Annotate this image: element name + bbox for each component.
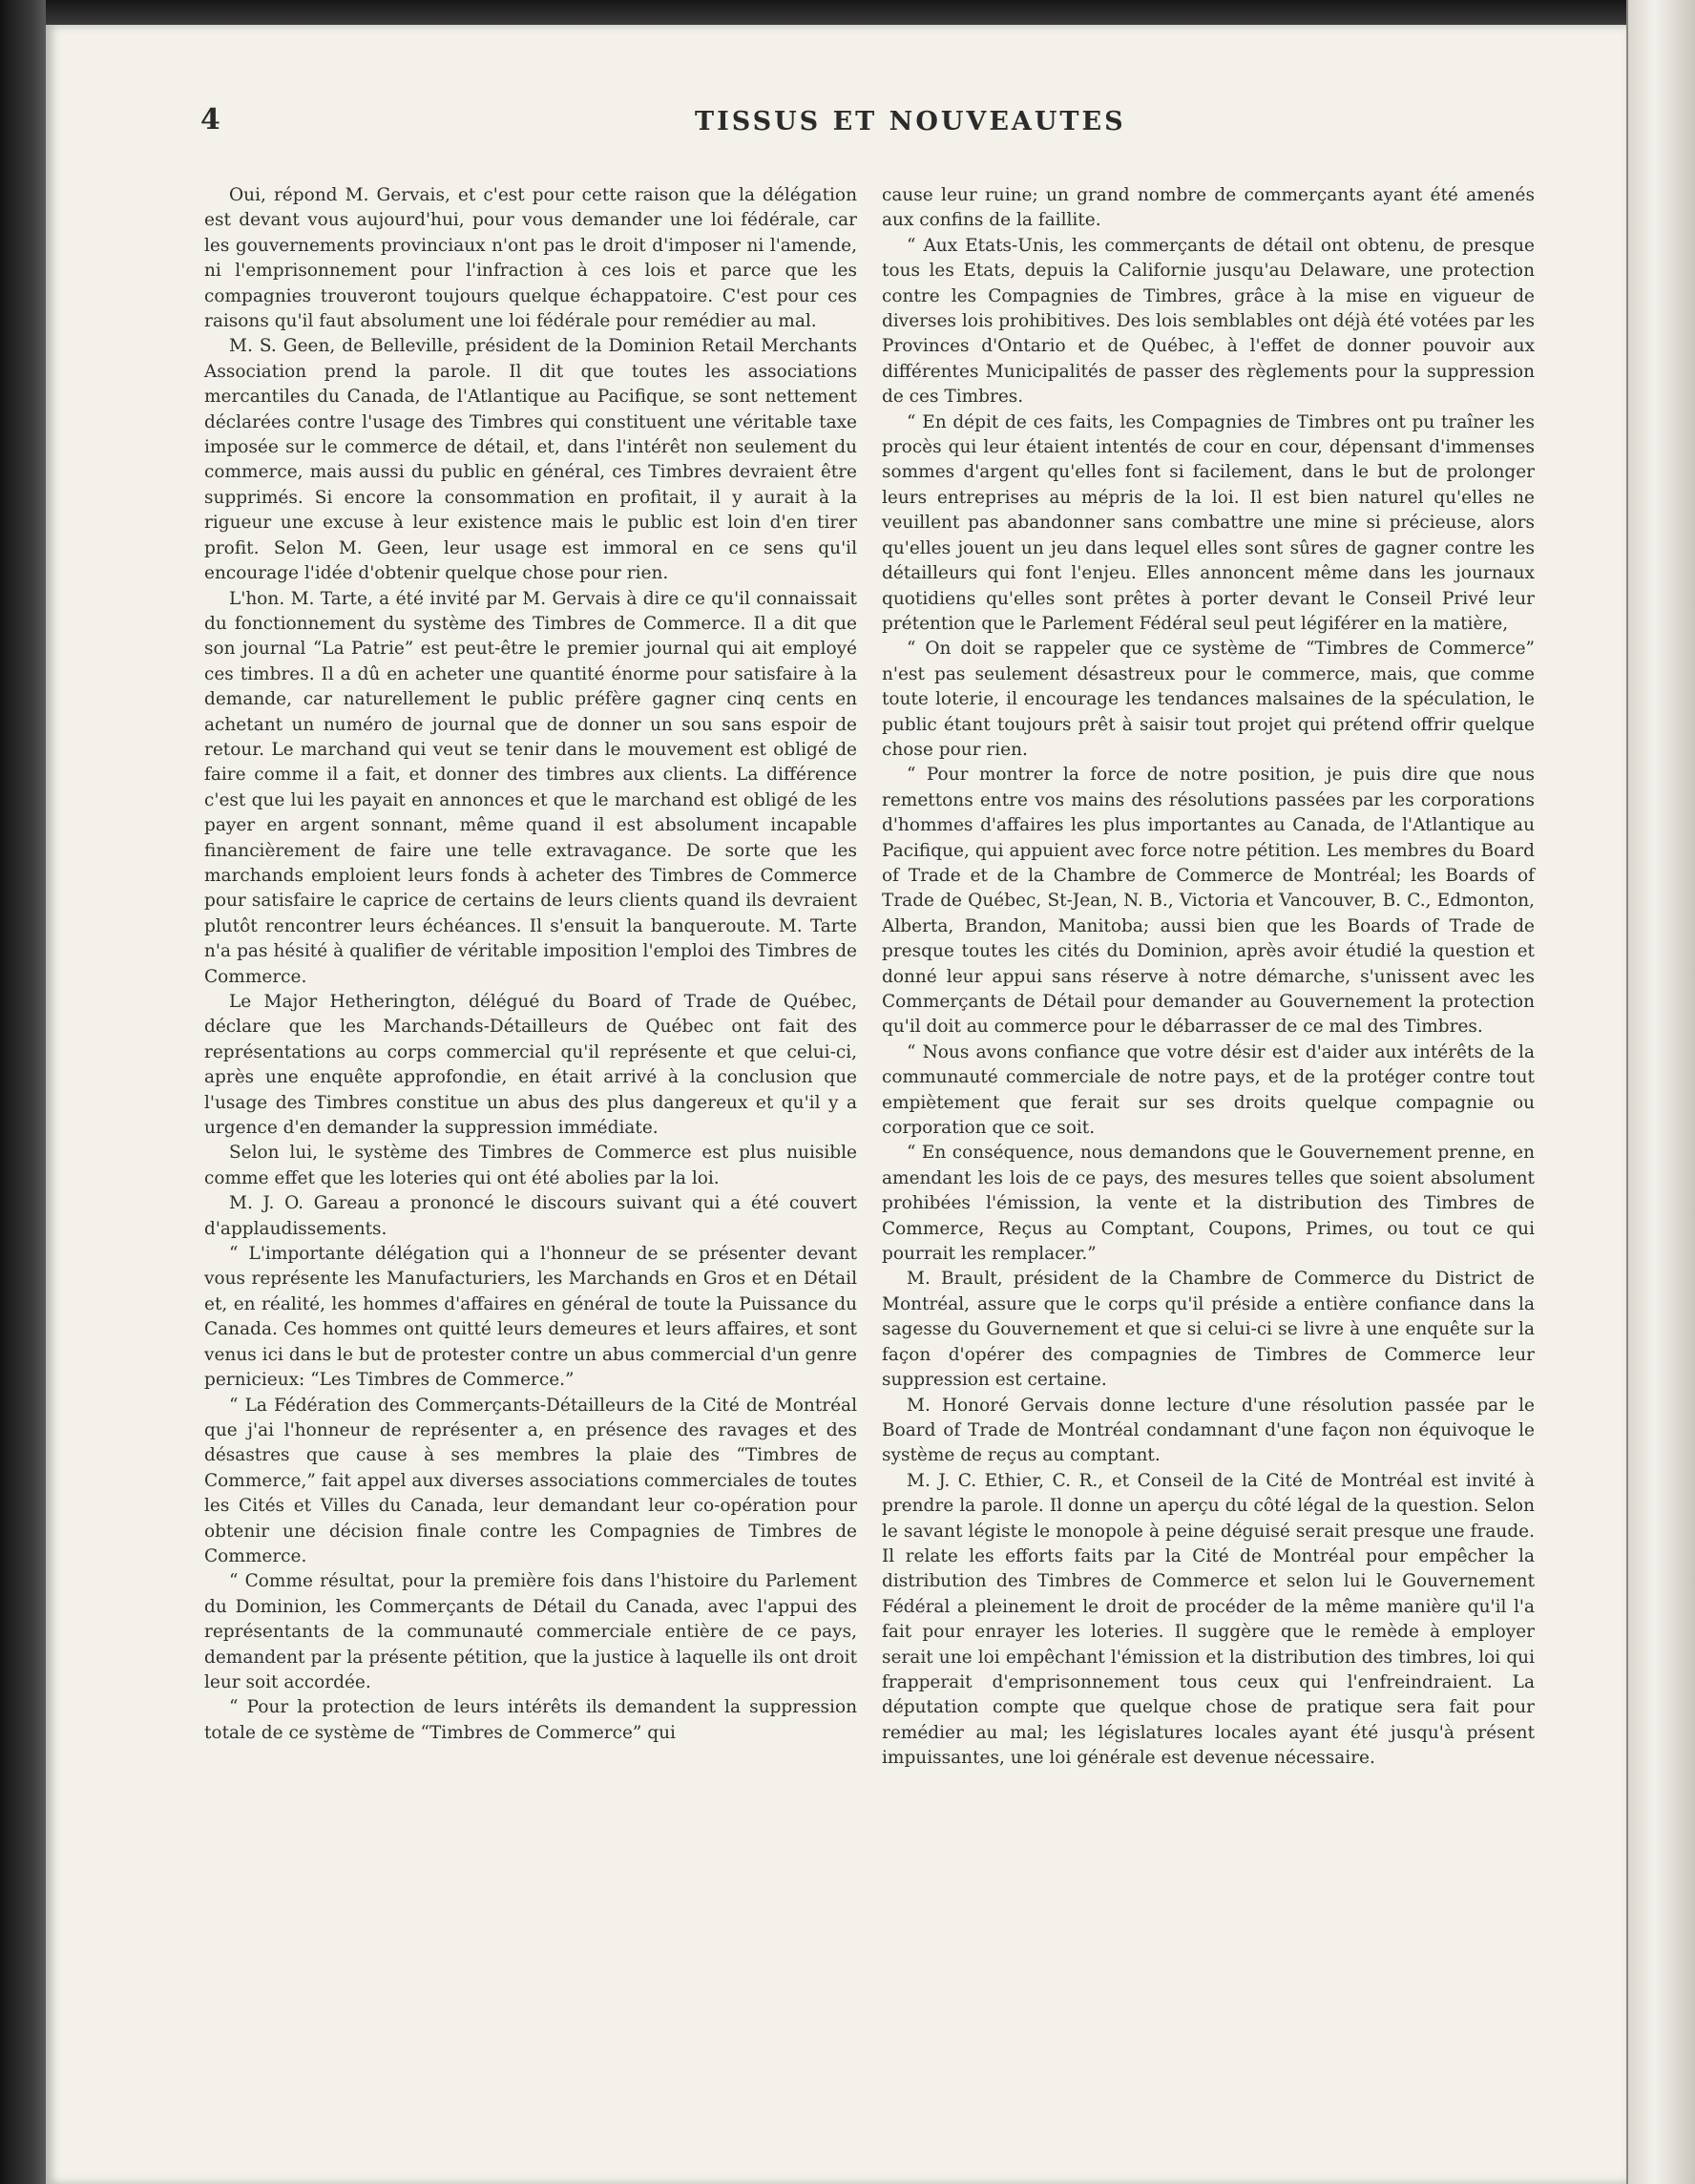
book-spine-shadow <box>0 0 46 2184</box>
paragraph: “ Pour montrer la force de notre position, je puis dire que nous remettons entre vos mains des résolutions passées par les corporations d'hommes d'affaires les plus importantes au Canada, de l'Atlantique au Pacifique, qui appuient avec force notre pétition. Les membres du Board of Trade et de la Chambre de Commerce de Montréal; les Boards of Trade de Québec, St-Jean, N. B., Victoria et Vancouver, B. C., Edmonton, Alberta, Brandon, Manitoba; aussi bien que les Boards of Trade de presque toutes les cités du Dominion, après avoir étudié la question et donné leur appui sans réserve à notre démarche, s'unissent avec les Commerçants de Détail pour demander au Gouvernement la protection qu'il doit au commerce pour le débarrasser de ce mal des Timbres. <box>882 765 1535 1038</box>
right-column <box>882 183 1535 1772</box>
scanner-frame-top <box>0 0 1695 25</box>
paragraph: M. Brault, président de la Chambre de Commerce du District de Montréal, assure que le corps qu'il préside a entière confiance dans la sagesse du Gouvernement et que si celui-ci se livre à une enquête sur la façon d'opérer des compagnies de Timbres de Commerce leur suppression est certaine. <box>882 1269 1535 1391</box>
page-edge-stack <box>1626 0 1695 2184</box>
paragraph: “ Aux Etats-Unis, les commerçants de détail ont obtenu, de presque tous les Etats, depuis la Californie jusqu'au Delaware, une protection contre les Compagnies de Timbres, grâce à la mise en vigueur de diverses lois prohibitives. Des lois semblables ont déjà été votées par les Provinces d'Ontario et de Québec, à l'effet de donner pouvoir aux différentes Municipalités de passer des règlements pour la suppression de ces Timbres. <box>882 235 1535 408</box>
paragraph: M. J. O. Gareau a prononcé le discours suivant qui a été couvert d'applaudissements. <box>204 1193 857 1239</box>
left-column <box>204 183 857 1746</box>
paragraph: Oui, répond M. Gervais, et c'est pour cette raison que la délégation est devant vous aujourd'hui, pour vous demander une loi fédérale, car les gouvernements provinciaux n'ont pas le droit d'imposer ni l'amende, ni l'emprisonnement pour l'infraction à ces lois et parce que les compagnies trouveront toujours quelque échappatoire. C'est pour ces raisons qu'il faut absolument une loi fédérale pour remédier au mal. <box>204 185 857 332</box>
paragraph-continuation: cause leur ruine; un grand nombre de commerçants ayant été amenés aux confins de la faillite. <box>882 185 1535 231</box>
paragraph: “ Comme résultat, pour la première fois dans l'histoire du Parlement du Dominion, les Commerçants de Détail du Canada, avec l'appui des représentants de la communauté commerciale entière de ce pays, demandent par la présente pétition, que la justice à laquelle ils ont droit leur soit accordée. <box>204 1571 857 1692</box>
paragraph: M. S. Geen, de Belleville, président de la Dominion Retail Merchants Association prend la parole. Il dit que toutes les associations mercantiles du Canada, de l'Atlantique au Pacifique, se sont nettement déclarées contre l'usage des Timbres qui constituent une véritable taxe imposée sur le commerce de détail, et, dans l'intérêt non seulement du commerce, mais aussi du public en général, ces Timbres devraient être supprimés. Si encore la consommation en profitait, il y aurait à la rigueur une excuse à leur existence mais le public est loin d'en tirer profit. Selon M. Geen, leur usage est immoral en ce sens qu'il encourage l'idée d'obtenir quelque chose pour rien. <box>204 336 857 584</box>
paragraph: Le Major Hetherington, délégué du Board of Trade de Québec, déclare que les Marchands-Détailleurs de Québec ont fait des représentations au corps commercial qu'il représente et que celui-ci, après une enquête approfondie, en était arrivé à la conclusion que l'usage des Timbres constitue un abus des plus dangereux et qu'il y a urgence d'en demander la suppression immédiate. <box>204 992 857 1139</box>
running-head: TISSUS ET NOUVEAUTES <box>695 107 1126 136</box>
paragraph: “ La Fédération des Commerçants-Détailleurs de la Cité de Montréal que j'ai l'honneur de représenter a, en présence des ravages et des désastres que cause à ses membres la plaie des “Timbres de Commerce,” fait appel aux diverses associations commerciales de toutes les Cités et Villes du Canada, leur demandant leur co-opération pour obtenir une décision finale contre les Compagnies de Timbres de Commerce. <box>204 1395 857 1566</box>
paragraph: “ On doit se rappeler que ce système de “Timbres de Commerce” n'est pas seulement désastreux pour le commerce, mais, que comme toute loterie, il encourage les tendances malsaines de la spéculation, le public étant toujours prêt à saisir tout projet qui prétend offrir quelque chose pour rien. <box>882 639 1535 760</box>
document-page <box>46 25 1626 2184</box>
page-number: 4 <box>200 103 220 136</box>
paragraph: “ En conséquence, nous demandons que le Gouvernement prenne, en amendant les lois de ce pays, des mesures telles que soient absolument prohibées l'émission, la vente et la distribution des Timbres de Commerce, Reçus au Comptant, Coupons, Primes, ou tout ce qui pourrait les remplacer.” <box>882 1143 1535 1265</box>
paragraph: M. J. C. Ethier, C. R., et Conseil de la Cité de Montréal est invité à prendre la parole. Il donne un aperçu du côté légal de la question. Selon le savant légiste le monopole à peine déguisé serait presque une fraude. Il relate les efforts faits par la Cité de Montréal pour empêcher la distribution des Timbres de Commerce et selon lui le Gouvernement Fédéral a pleinement le droit de procéder de la même manière qu'il l'a fait pour enrayer les loteries. Il suggère que le remède à employer serait une loi empêchant l'émission et la distribution des timbres, loi qui frapperait d'emprisonnement tous ceux qui l'enfreindraient. La députation compte que quelque chose de pratique sera fait pour remédier au mal; les législatures locales ayant été jusqu'à présent impuissantes, une loi générale est devenue nécessaire. <box>882 1470 1535 1769</box>
paragraph: L'hon. M. Tarte, a été invité par M. Gervais à dire ce qu'il connaissait du fonctionnement du système des Timbres de Commerce. Il a dit que son journal “La Patrie” est peut-être le premier journal qui ait employé ces timbres. Il a dû en acheter une quantité énorme pour satisfaire à la demande, car naturellement le public préfère gagner cinq cents en achetant un numéro de journal que de donner un sou sans espoir de retour. Le marchand qui veut se tenir dans le mouvement est obligé de faire comme il a fait, et donner des timbres aux clients. La différence c'est que lui les payait en annonces et que le marchand est obligé de les payer en argent sonnant, même quand il est absolument incapable financièrement de faire une telle extravagance. De sorte que les marchands emploient leurs fonds à acheter des Timbres de Commerce pour satisfaire le caprice de certains de leurs clients quand ils devraient plutôt rencontrer leurs échéances. Il s'ensuit la banqueroute. M. Tarte n'a pas hésité à qualifier de véritable imposition l'emploi des Timbres de Commerce. <box>204 588 857 987</box>
paragraph: Selon lui, le système des Timbres de Commerce est plus nuisible comme effet que les loteries qui ont été abolies par la loi. <box>204 1143 857 1188</box>
paragraph: “ Pour la protection de leurs intérêts ils demandent la suppression totale de ce système de “Timbres de Commerce” qui <box>204 1697 857 1743</box>
paragraph: “ En dépit de ces faits, les Compagnies de Timbres ont pu traîner les procès qui leur étaient intentés de cour en cour, dépensant d'immenses sommes d'argent qu'elles font si facilement, dans le but de prolonger leurs entreprises au mépris de la loi. Il est bien naturel qu'elles ne veuillent pas abandonner sans combattre une mine si précieuse, alors qu'elles jouent un jeu dans lequel elles sont sûres de gagner contre les détailleurs qui font l'enjeu. Elles annoncent même dans les journaux quotidiens qu'elles sont prêtes à porter devant le Conseil Privé leur prétention que le Parlement Fédéral seul peut légiférer en la matière, <box>882 411 1535 634</box>
paragraph: “ L'importante délégation qui a l'honneur de se présenter devant vous représente les Manufacturiers, les Marchands en Gros et en Détail et, en réalité, les hommes d'affaires en général de toute la Puissance du Canada. Ces hommes ont quitté leurs demeures et leurs affaires, et sont venus ici dans le but de protester contre un abus commercial d'un genre pernicieux: “Les Timbres de Commerce.” <box>204 1244 857 1391</box>
paragraph: “ Nous avons confiance que votre désir est d'aider aux intérêts de la communauté commerciale de notre pays, et de la protéger contre tout empiètement que ferait sur ses droits quelque compagnie ou corporation que ce soit. <box>882 1041 1535 1139</box>
paragraph: M. Honoré Gervais donne lecture d'une résolution passée par le Board of Trade de Montréal condamnant d'une façon non équivoque le système de reçus au comptant. <box>882 1395 1535 1466</box>
